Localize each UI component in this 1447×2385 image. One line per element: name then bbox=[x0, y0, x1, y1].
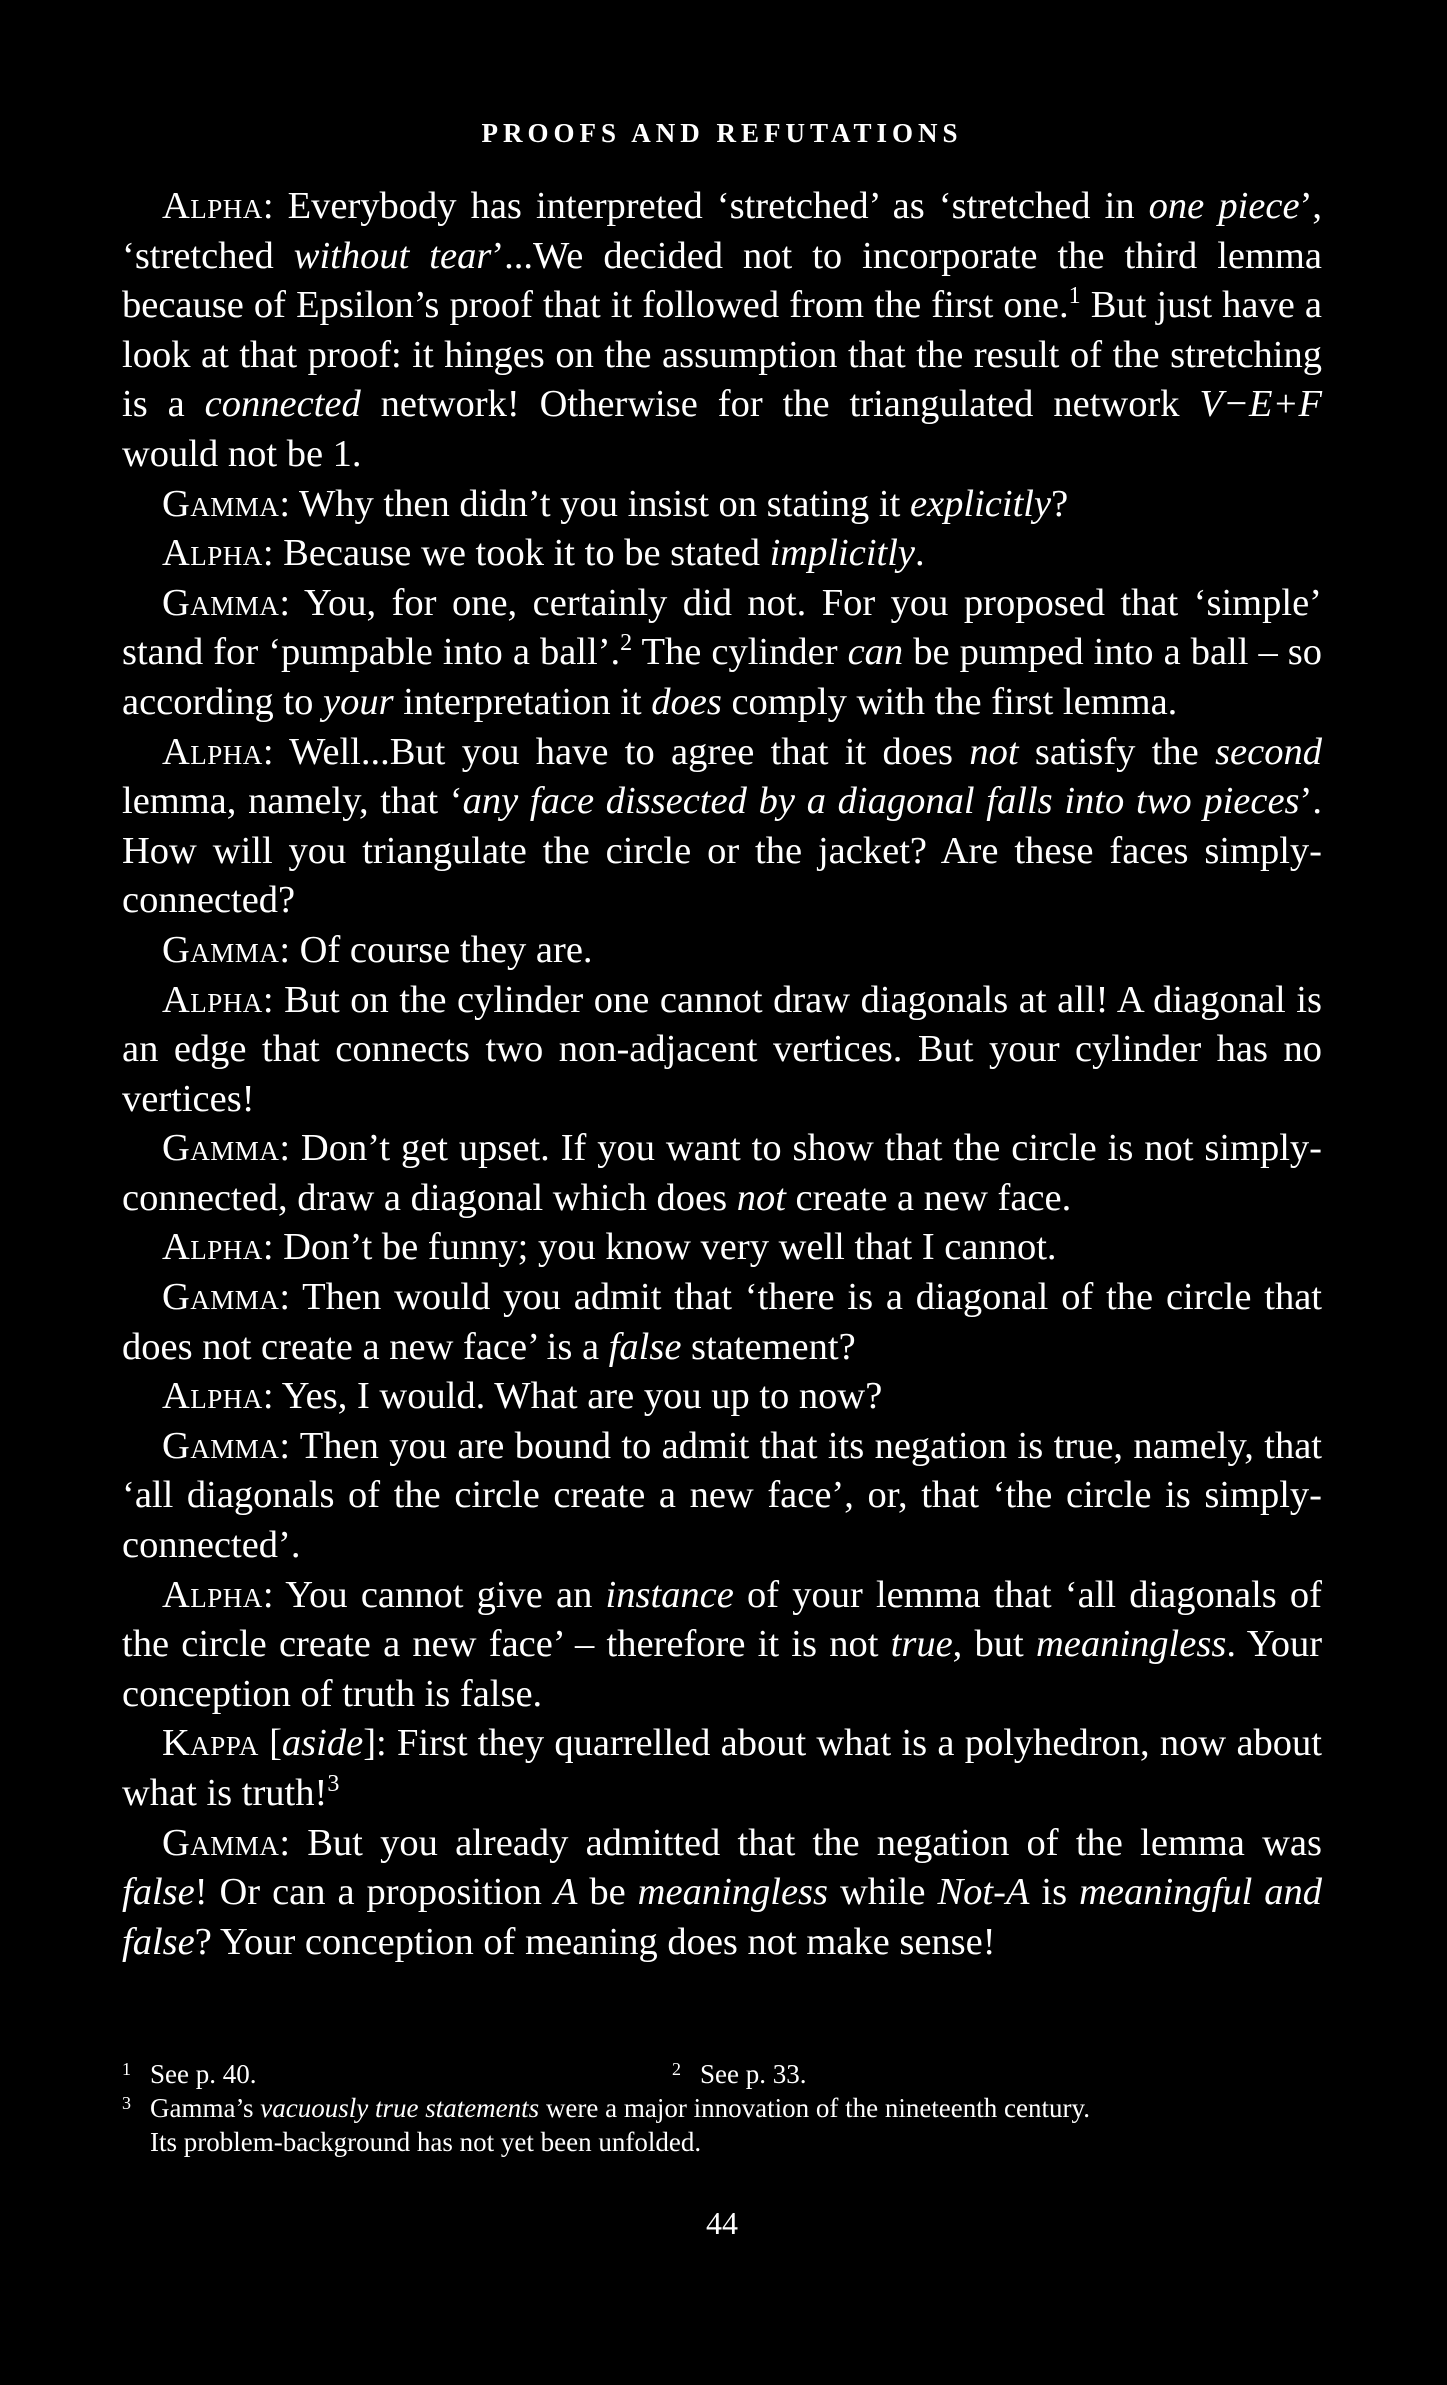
text-run: : Then would you admit that ‘there is a diagonal of the circle that does not create a new face’ is a bbox=[122, 1276, 1322, 1368]
dialogue-paragraph bbox=[122, 579, 1322, 728]
text-run: . Your conception of truth is false. bbox=[122, 1623, 1323, 1715]
italic-text: instance bbox=[605, 1573, 734, 1616]
footnote-ref: 1 bbox=[1068, 283, 1081, 310]
dialogue-paragraph bbox=[122, 1273, 1322, 1372]
text-run: , but bbox=[952, 1623, 1036, 1666]
speaker-name: Alpha bbox=[162, 1375, 263, 1418]
speaker-name: Gamma bbox=[162, 1276, 280, 1319]
italic-text: implicitly bbox=[769, 532, 916, 575]
italic-text: without tear bbox=[293, 234, 492, 277]
text-run: ! Or can a proposition bbox=[194, 1871, 554, 1914]
text-run: : But you already admitted that the negation of the lemma was bbox=[279, 1821, 1322, 1864]
dialogue-paragraph bbox=[122, 1422, 1322, 1571]
text-run: satisfy the bbox=[1018, 730, 1216, 773]
running-head: PROOFS AND REFUTATIONS bbox=[481, 118, 963, 148]
dialogue-paragraph bbox=[122, 926, 1322, 976]
dialogue-paragraph bbox=[122, 1819, 1322, 1968]
dialogue-paragraph bbox=[122, 480, 1322, 530]
speaker-name: Alpha bbox=[162, 978, 263, 1021]
italic-text: not bbox=[969, 730, 1019, 773]
dialogue-paragraph bbox=[122, 1571, 1322, 1720]
page-number: 44 bbox=[706, 2205, 738, 2241]
italic-text: Not-A bbox=[937, 1871, 1030, 1914]
text-run: : Yes, I would. What are you up to now? bbox=[262, 1375, 883, 1418]
text-run: : Why then didn’t you insist on stating it bbox=[279, 482, 910, 525]
footnote-3 bbox=[122, 2086, 1322, 2125]
text-run: The cylinder bbox=[632, 631, 848, 674]
text-run: : Well...But you have to agree that it does bbox=[262, 730, 970, 773]
speaker-name: Alpha bbox=[162, 1573, 263, 1616]
speaker-name: Alpha bbox=[162, 532, 263, 575]
footnote-marker: 1 bbox=[122, 2059, 131, 2079]
dialogue-paragraph bbox=[122, 182, 1322, 480]
text-run: create a new face. bbox=[785, 1176, 1072, 1219]
footnote-continuation: Its problem-background has not yet been unfolded. bbox=[150, 2127, 702, 2157]
footnote-1 bbox=[122, 2059, 256, 2089]
text-run: ]: First they quarrelled about what is a polyhedron, now about what is truth! bbox=[122, 1722, 1322, 1814]
footnote-ref: 2 bbox=[620, 630, 633, 657]
dialogue-paragraph bbox=[122, 1124, 1322, 1223]
dialogue-paragraph bbox=[122, 728, 1322, 926]
dialogue-paragraph bbox=[122, 529, 1322, 579]
italic-text: does bbox=[651, 680, 722, 723]
speaker-name: Gamma bbox=[162, 1821, 280, 1864]
text-run: lemma, namely, that ‘ bbox=[122, 780, 463, 823]
text-run: comply with the first lemma. bbox=[721, 680, 1178, 723]
text-run: is bbox=[1029, 1871, 1080, 1914]
text-run: ? bbox=[1051, 482, 1069, 525]
footnote-ref: 3 bbox=[327, 1771, 340, 1797]
speaker-name: Kappa bbox=[162, 1722, 259, 1765]
speaker-name: Gamma bbox=[162, 482, 280, 525]
italic-text: any face dissected by a diagonal falls into two pieces bbox=[462, 780, 1300, 823]
text-run: be bbox=[577, 1871, 638, 1914]
footnote-marker: 2 bbox=[672, 2059, 681, 2079]
text-run: of your lemma that ‘all diagonals of the circle create a new face’ – therefore it is not bbox=[122, 1573, 1322, 1666]
text-run: : You cannot give an bbox=[262, 1573, 606, 1616]
text-run: : You, for one, certainly did not. For you proposed that ‘simple’ stand for ‘pumpable into a ball’. bbox=[122, 581, 1322, 674]
text-run: while bbox=[828, 1871, 938, 1914]
footnote-text: See p. 33. bbox=[700, 2059, 807, 2089]
dialogue-body bbox=[122, 182, 1322, 1967]
text-run: : Because we took it to be stated bbox=[262, 532, 770, 575]
speaker-name: Gamma bbox=[162, 1127, 280, 1170]
italic-text: can bbox=[847, 631, 904, 674]
text-run: : Everybody has interpreted ‘stretched’ as ‘stretched in bbox=[262, 185, 1149, 227]
footnote-2 bbox=[672, 2052, 806, 2091]
footnote-text bbox=[150, 2093, 1090, 2123]
speaker-name: Gamma bbox=[162, 1424, 280, 1467]
text-run: [ bbox=[258, 1722, 282, 1765]
italic-text: second bbox=[1215, 730, 1322, 773]
italic-text: meaningless bbox=[1035, 1623, 1227, 1666]
speaker-name: Alpha bbox=[162, 185, 263, 227]
italic-text: your bbox=[322, 680, 394, 723]
italic-text: false bbox=[122, 1871, 195, 1914]
text-run: network! Otherwise for the triangulated network bbox=[360, 383, 1200, 426]
text-run: ? Your conception of meaning does not make sense! bbox=[194, 1920, 996, 1963]
text-run: . bbox=[915, 532, 925, 575]
text-run: Gamma’s bbox=[150, 2093, 261, 2123]
speaker-name: Alpha bbox=[162, 730, 263, 773]
text-run: were a major innovation of the nineteenth century. bbox=[539, 2093, 1090, 2123]
footnote-marker: 3 bbox=[122, 2093, 131, 2113]
italic-text: connected bbox=[204, 383, 361, 426]
italic-text: aside bbox=[281, 1722, 364, 1765]
text-run: : Don’t get upset. If you want to show that the circle is not simply-connected, draw a diagonal which does bbox=[122, 1127, 1322, 1219]
dialogue-paragraph bbox=[122, 1719, 1322, 1818]
speaker-name: Alpha bbox=[162, 1226, 263, 1269]
speaker-name: Gamma bbox=[162, 581, 280, 624]
text-run: would not be 1. bbox=[122, 432, 362, 475]
footnotes bbox=[122, 2052, 1322, 2159]
italic-text: A bbox=[553, 1871, 578, 1914]
footnote-text: See p. 40. bbox=[150, 2059, 257, 2089]
footnote-row bbox=[122, 2052, 1322, 2089]
text-run: : Then you are bound to admit that its negation is true, namely, that ‘all diagonals of the circle create a new face’, or, that ‘the circle is simply-connected’. bbox=[122, 1424, 1322, 1567]
italic-text: not bbox=[736, 1176, 786, 1219]
dialogue-paragraph bbox=[122, 1223, 1322, 1273]
dialogue-paragraph bbox=[122, 1372, 1322, 1422]
dialogue-paragraph bbox=[122, 976, 1322, 1125]
italic-text: false bbox=[608, 1325, 682, 1368]
text-run: : But on the cylinder one cannot draw diagonals at all! A diagonal is an edge that connects two non-adjacent vertices. But your cylinder has no vertices! bbox=[122, 978, 1322, 1120]
text-run: interpretation it bbox=[393, 680, 652, 723]
text-run: : Of course they are. bbox=[279, 928, 593, 971]
italic-text: meaningless bbox=[637, 1871, 829, 1914]
text-run: statement? bbox=[681, 1325, 856, 1368]
text-run: ’. How will you triangulate the circle or the jacket? Are these faces simply-connected? bbox=[122, 780, 1322, 922]
italic-text: true bbox=[890, 1623, 953, 1666]
italic-text: one piece bbox=[1148, 185, 1300, 227]
italic-text: explicitly bbox=[909, 482, 1052, 525]
text-run: be pumped into a ball – so according to bbox=[122, 631, 1322, 723]
text-run: ’, ‘stretched bbox=[122, 185, 1323, 277]
text-run: ’...We decided not to incorporate the third lemma because of Epsilon’s proof that it followed from the first one. bbox=[122, 234, 1322, 327]
speaker-name: Gamma bbox=[162, 928, 280, 971]
italic-text: vacuously true statements bbox=[260, 2093, 540, 2123]
italic-text: V−E+F bbox=[1199, 383, 1322, 426]
text-run: : Don’t be funny; you know very well that I cannot. bbox=[262, 1226, 1057, 1269]
italic-text: meaningful and false bbox=[122, 1871, 1323, 1963]
text-run: But just have a look at that proof: it hinges on the assumption that the result of the stretching is a bbox=[122, 284, 1322, 426]
book-page bbox=[122, 0, 1322, 2385]
